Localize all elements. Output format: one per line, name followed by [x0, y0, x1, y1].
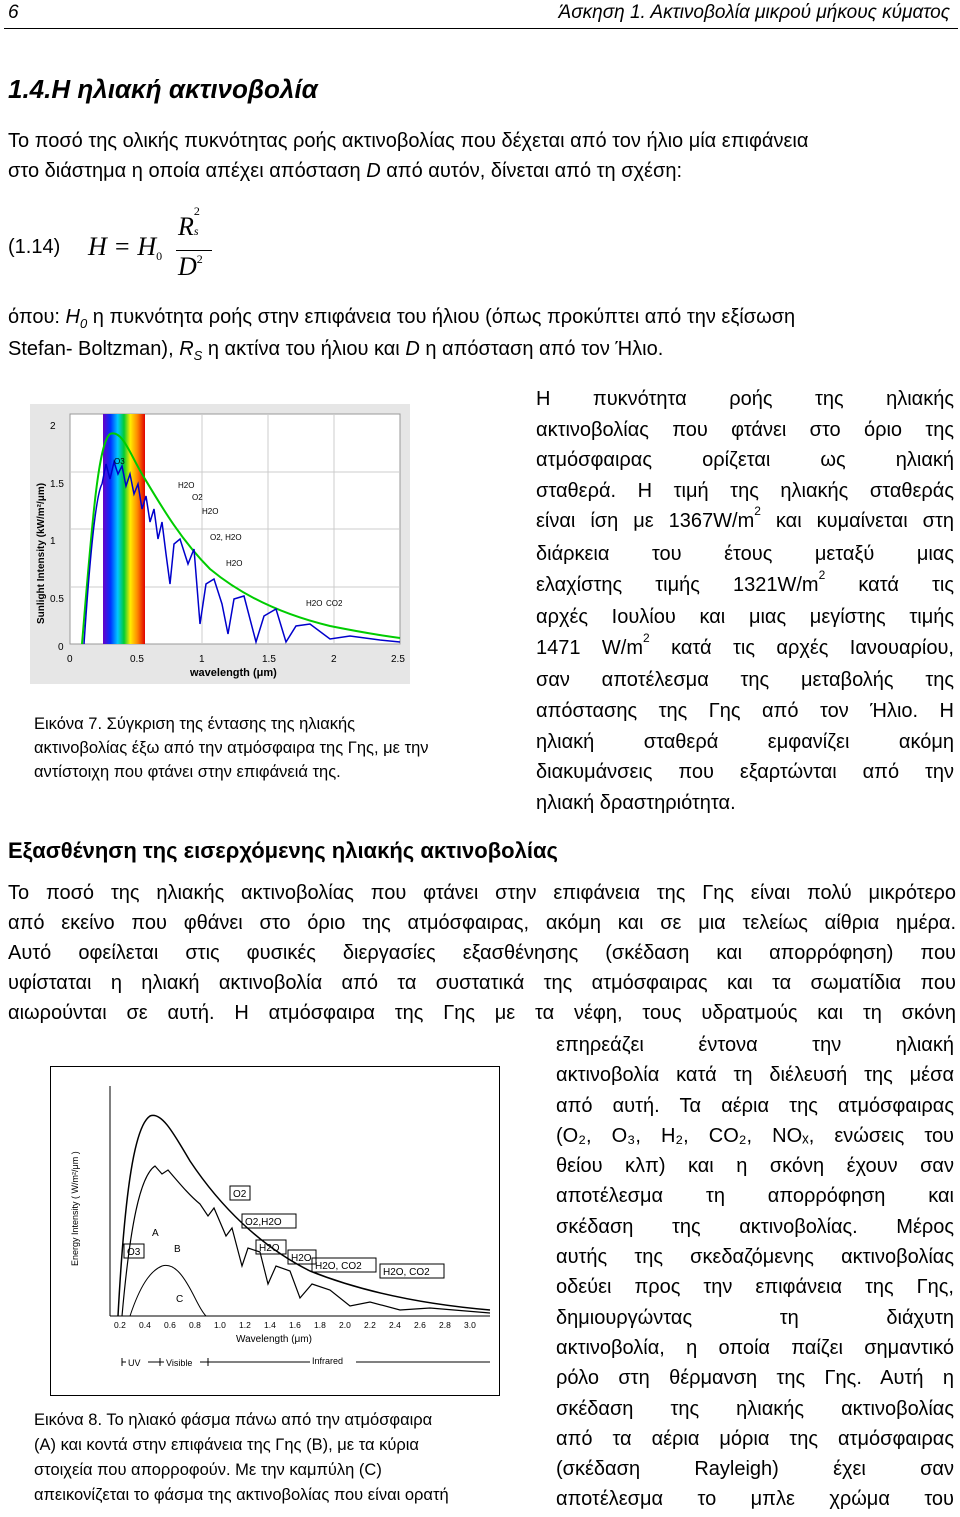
- header-rule: [4, 28, 958, 29]
- text-line: αρχές Ιουλίου και μιας μεγίστης τιμής: [536, 606, 954, 629]
- svg-text:1.4: 1.4: [264, 1320, 276, 1330]
- figure7-ytick: 0: [58, 642, 64, 653]
- absorber-label-h2o: H2O: [178, 481, 195, 490]
- intro-line-2: στο διάστημα η οποία απέχει απόσταση D από αυτόν, δίνεται από τη σχέση:: [8, 160, 682, 182]
- where-line-1: όπου: $H_0$ η πυκνότητα ροής στην επιφάνεια του ήλιου (όπως προκύπτει από την εξίσωση: [8, 306, 796, 331]
- text-line: Το ποσό της ηλιακής ακτινοβολίας που φτάνει στην επιφάνεια της Γης είναι πολύ μικρότερο: [8, 882, 956, 904]
- text-line: ηλιακή δραστηριότητα.: [536, 791, 736, 814]
- text-line: από τα αέρια μόρια της ατμόσφαιρας: [556, 1427, 954, 1450]
- absorber-label-o2-h2o: O2, H2O: [210, 533, 242, 542]
- equation-numerator: R 2 s: [178, 204, 200, 241]
- gas-label-h2o: H2O: [291, 1253, 312, 1264]
- figure8-caption: [34, 1408, 524, 1508]
- curve-label-c: C: [176, 1294, 184, 1305]
- svg-text:2.8: 2.8: [439, 1320, 451, 1330]
- absorber-label-h2o: H2O: [202, 507, 219, 516]
- figure8-caption-line: Εικόνα 8. Το ηλιακό φάσμα πάνω από την ατμόσφαιρα: [34, 1411, 433, 1429]
- svg-text:0.4: 0.4: [139, 1320, 151, 1330]
- text-line: ακτινοβολία κατά τη διέλευσή της μέσα: [556, 1064, 954, 1087]
- text-line: σκέδαση της ακτινοβολίας. Μέρος: [556, 1215, 954, 1238]
- text-line: θείου κλπ) και η σκόνη έχουν σαν: [556, 1155, 954, 1178]
- text-line: Η πυκνότητα ροής της ηλιακής: [536, 388, 954, 410]
- text-line: σκέδαση της ηλιακής ακτινοβολίας: [556, 1397, 954, 1420]
- equation-lhs: H = H0: [88, 232, 163, 263]
- gas-label-h2o-co2: H2O, CO2: [383, 1267, 430, 1278]
- gas-label-o3: O3: [127, 1247, 141, 1258]
- text-line: διάρκεια του έτους μεταξύ μιας: [536, 542, 954, 565]
- svg-text:2.0: 2.0: [339, 1320, 351, 1330]
- text-line: αυτής της σκεδαζόμενης ακτινοβολίας: [556, 1246, 954, 1269]
- equation-denominator: $D^2$: [178, 252, 203, 281]
- text-line: σταθερά. Η τιμή της ηλιακής σταθεράς: [536, 479, 954, 502]
- where-line-2: Stefan- Boltzman), $R_S$ η ακτίνα του ήλιου και D η απόσταση από τον Ήλιο.: [8, 338, 664, 363]
- text-line: ρόλο στη θέρμανση της Γης. Αυτή η: [556, 1367, 954, 1390]
- figure7-xtick: 0.5: [130, 654, 144, 665]
- curve-label-a: A: [152, 1228, 159, 1239]
- svg-text:3.0: 3.0: [464, 1320, 476, 1330]
- absorber-label-h2o: H2O: [306, 599, 323, 608]
- where-paragraph: [8, 302, 958, 366]
- svg-text:0.2: 0.2: [114, 1320, 126, 1330]
- figure8-chart: [50, 1066, 500, 1396]
- figure7-ytick: 2: [50, 421, 56, 432]
- figure8-caption-line: απεικονίζεται το φάσμα της ακτινοβολίας που είναι ορατή: [34, 1486, 449, 1504]
- figure8-xlabel: Wavelength (μm): [236, 1334, 312, 1345]
- figure8-frame: [50, 1066, 500, 1396]
- band-uv: UV: [128, 1358, 141, 1368]
- figure7-caption-line: ακτινοβολίας έξω από την ατμόσφαιρα της Γης, με την: [34, 739, 429, 757]
- absorber-label-o3: O3: [114, 457, 125, 466]
- svg-text:0.6: 0.6: [164, 1320, 176, 1330]
- text-line: (O₂, O₃, H₂, CO₂, NOₓ, ενώσεις του: [556, 1124, 954, 1147]
- absorber-label-o2: O2: [192, 493, 203, 502]
- figure7-chart: [30, 404, 410, 684]
- band-visible: Visible: [166, 1358, 193, 1368]
- text-line: υφίσταται η ηλιακή ακτινοβολία από τα συστατικά της ατμόσφαιρας και τα σωματίδια που: [8, 972, 956, 994]
- figure7-ytick: 1: [50, 536, 56, 547]
- curve-label-b: B: [174, 1244, 181, 1255]
- equation-number: (1.14): [8, 236, 61, 258]
- text-line: ελαχίστης τιμής $1321W/m^2$ κατά τις: [536, 567, 955, 596]
- intro-paragraph: [8, 126, 958, 186]
- text-line: ακτινοβολία, η οποία παίζει σημαντικό: [556, 1336, 954, 1359]
- svg-text:2.4: 2.4: [389, 1320, 401, 1330]
- text-line: ηλιακή σταθερά εμφανίζει ακόμη: [536, 730, 954, 753]
- subsection-title: Εξασθένηση της εισερχόμενης ηλιακής ακτινοβολίας: [8, 838, 558, 863]
- figure7-caption-line: Εικόνα 7. Σύγκριση της έντασης της ηλιακής: [34, 715, 356, 733]
- figure8-ylabel: Energy Intensity ( W/m²/μm ): [70, 1151, 80, 1266]
- svg-text:1.0: 1.0: [214, 1320, 226, 1330]
- text-line: αιωρούνται σε αυτή. Η ατμόσφαιρα της Γης με τα νέφη, τους υδρατμούς και τη σκόνη: [8, 1002, 956, 1024]
- gas-label-h2o: H2O: [259, 1243, 280, 1254]
- text-line: ατμόσφαιρας ορίζεται ως ηλιακή: [536, 449, 954, 472]
- text-line: Αυτό οφείλεται στις φυσικές διεργασίες εξασθένησης (σκέδαση και απορρόφηση) που: [8, 942, 956, 964]
- attenuation-paragraph: [8, 878, 956, 1028]
- intro-line-1: Το ποσό της ολικής πυκνότητας ροής ακτινοβολίας που δέχεται από τον ήλιο μία επιφάνεια: [8, 130, 809, 152]
- band-infrared: Infrared: [312, 1356, 344, 1366]
- figure7-ytick: 1.5: [50, 479, 64, 490]
- equation-1-14: [8, 204, 268, 282]
- page-number: 6: [8, 2, 19, 23]
- text-line: αποτέλεσμα τη απορρόφηση και: [556, 1185, 954, 1208]
- text-line: απόστασης της Γης από τον Ήλιο. Η: [536, 699, 954, 722]
- figure7-xtick: 2.5: [391, 654, 405, 665]
- text-line: (σκέδαση Rayleigh) έχει σαν: [556, 1458, 954, 1481]
- figure8-caption-line: (Α) και κοντά στην επιφάνεια της Γης (Β), με τα κύρια: [34, 1436, 419, 1454]
- text-line: ακτινοβολίας που φτάνει στο όριο της: [536, 418, 954, 441]
- text-line: από εκείνο που φθάνει στο όριο της ατμόσφαιρας, ακόμη και σε μια τελείως αίθρια ημέρα.: [8, 912, 956, 934]
- svg-text:1.8: 1.8: [314, 1320, 326, 1330]
- scattering-paragraph: [556, 1030, 954, 1515]
- figure7-xlabel: wavelength (μm): [190, 667, 277, 679]
- fraction-line: [176, 250, 212, 251]
- figure7-xtick: 2: [331, 654, 337, 665]
- gas-label-h2o-co2: H2O, CO2: [315, 1261, 362, 1272]
- text-line: δημιουργώντας τη διάχυτη: [556, 1306, 954, 1329]
- figure8-caption-line: στοιχεία που απορροφούν. Με την καμπύλη (C): [34, 1461, 382, 1479]
- absorber-label-co2: CO2: [326, 599, 343, 608]
- figure7-caption: [34, 712, 504, 784]
- figure7-xtick: 1: [199, 654, 205, 665]
- figure7-caption-line: αντίστοιχη που φτάνει στην επιφάνειά της.: [34, 763, 341, 781]
- text-line: από αυτή. Τα αέρια της ατμόσφαιρας: [556, 1094, 954, 1117]
- absorber-label-h2o: H2O: [226, 559, 243, 568]
- svg-text:1.6: 1.6: [289, 1320, 301, 1330]
- text-line: 1471 $W/m^2$ κατά τις αρχές Ιανουαρίου,: [536, 630, 954, 659]
- svg-text:2.6: 2.6: [414, 1320, 426, 1330]
- visible-spectrum-band: [103, 414, 145, 644]
- svg-text:0.8: 0.8: [189, 1320, 201, 1330]
- figure7-xtick: 0: [67, 654, 73, 665]
- figure7-ytick: 0.5: [50, 594, 64, 605]
- section-title: 1.4.Η ηλιακή ακτινοβολία: [8, 74, 318, 104]
- text-line: οδεύει προς την επιφάνεια της Γης,: [556, 1276, 954, 1299]
- svg-text:2.2: 2.2: [364, 1320, 376, 1330]
- text-line: επηρεάζει έντονα την ηλιακή: [556, 1034, 954, 1056]
- text-line: αποτέλεσμα το μπλε χρώμα του: [556, 1488, 954, 1511]
- gas-label-o2-h2o: O2,H2O: [245, 1217, 282, 1228]
- solar-constant-paragraph: [536, 384, 954, 818]
- figure7-xtick: 1.5: [262, 654, 276, 665]
- running-title: Άσκηση 1. Ακτινοβολία μικρού μήκους κύματος: [558, 2, 950, 23]
- figure7-ylabel: Sunlight Intensity (kW/m²/μm): [36, 482, 47, 624]
- svg-text:1.2: 1.2: [239, 1320, 251, 1330]
- text-line: διακυμάνσεις που εξαρτώνται από την: [536, 761, 954, 784]
- figure8-xticks: [114, 1320, 476, 1330]
- text-line: είναι ίση με $1367W/m^2$ και κυμαίνεται στη: [536, 504, 954, 533]
- gas-label-o2: O2: [233, 1189, 247, 1200]
- text-line: σαν αποτέλεσμα της μεταβολής της: [536, 669, 954, 692]
